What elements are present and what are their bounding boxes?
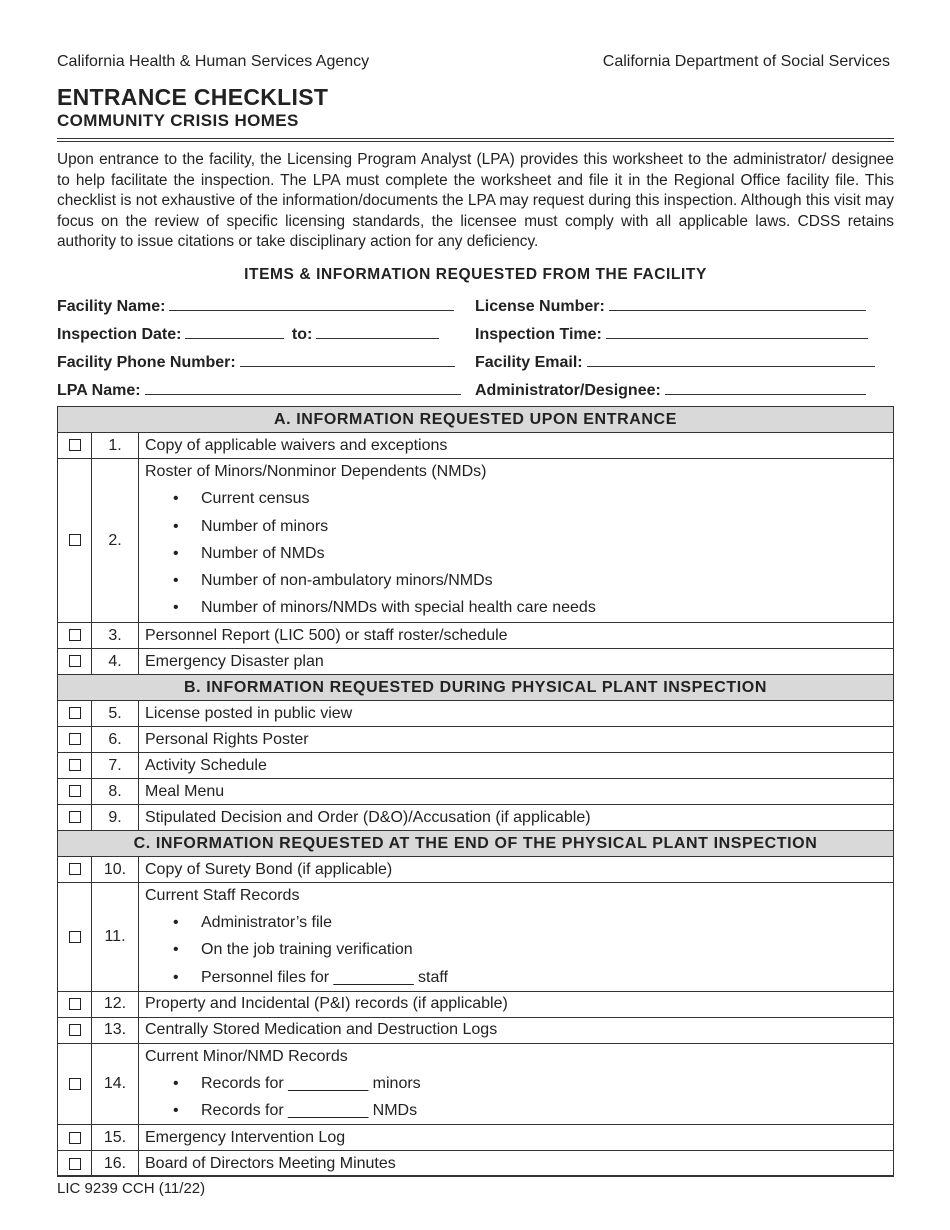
checkbox[interactable] (69, 998, 81, 1010)
lpa-name-blank[interactable] (145, 381, 461, 395)
to-label: to: (291, 326, 313, 343)
facility-phone-blank[interactable] (240, 353, 455, 367)
divider (57, 138, 894, 139)
bullet: • (173, 1102, 179, 1120)
administrator-blank[interactable] (665, 381, 866, 395)
item-number: 8. (92, 779, 139, 805)
checkbox[interactable] (69, 1158, 81, 1170)
lpa-name-label: LPA Name: (57, 382, 141, 399)
table-row (58, 1125, 894, 1151)
license-number-label: License Number: (475, 298, 605, 315)
administrator-field[interactable] (475, 381, 866, 400)
item-text: Property and Incidental (P&I) records (if applicable) (139, 991, 894, 1017)
table-row (58, 727, 894, 753)
item-text: Centrally Stored Medication and Destruction Logs (139, 1017, 894, 1043)
checkbox[interactable] (69, 785, 81, 797)
section-b-header (58, 675, 894, 701)
table-row (58, 1151, 894, 1177)
checkbox[interactable] (69, 655, 81, 667)
table-row (58, 701, 894, 727)
table-row (58, 623, 894, 649)
sub-item: Number of non-ambulatory minors/NMDs (201, 572, 493, 590)
item-number: 2. (92, 459, 139, 623)
inspection-time-field[interactable] (475, 325, 868, 344)
item-text: Board of Directors Meeting Minutes (139, 1151, 894, 1177)
license-number-field[interactable] (475, 297, 866, 316)
table-row (58, 991, 894, 1017)
checkbox[interactable] (69, 733, 81, 745)
checkbox[interactable] (69, 707, 81, 719)
item-number: 15. (92, 1125, 139, 1151)
item-number: 11. (92, 883, 139, 992)
checkbox[interactable] (69, 759, 81, 771)
item-text: Current Minor/NMD Records (145, 1047, 348, 1065)
item-text: Activity Schedule (139, 753, 894, 779)
item-number: 1. (92, 433, 139, 459)
page-title: ENTRANCE CHECKLIST (57, 84, 329, 110)
administrator-label: Administrator/Designee: (475, 382, 661, 399)
item-number: 14. (92, 1043, 139, 1125)
item-text: Copy of Surety Bond (if applicable) (139, 857, 894, 883)
table-row (58, 753, 894, 779)
sub-item: Number of NMDs (201, 544, 325, 562)
inspection-date-label: Inspection Date: (57, 326, 182, 343)
sub-item: Records for _________ NMDs (201, 1102, 418, 1120)
item-number: 9. (92, 805, 139, 831)
table-row (58, 459, 894, 623)
facility-name-label: Facility Name: (57, 298, 166, 315)
item-number: 3. (92, 623, 139, 649)
bullet: • (173, 544, 179, 562)
agency-name: California Health & Human Services Agency (57, 53, 370, 70)
checkbox[interactable] (69, 931, 81, 943)
form-number: LIC 9239 CCH (11/22) (57, 1180, 206, 1197)
table-row (58, 433, 894, 459)
section-c-header (58, 831, 894, 857)
item-number: 7. (92, 753, 139, 779)
checkbox[interactable] (69, 863, 81, 875)
inspection-date-field[interactable] (57, 325, 439, 344)
facility-email-field[interactable] (475, 353, 875, 372)
facility-phone-field[interactable] (57, 353, 455, 372)
item-text: Personnel Report (LIC 500) or staff roster/schedule (139, 623, 894, 649)
item-text: Emergency Intervention Log (139, 1125, 894, 1151)
license-number-blank[interactable] (609, 297, 866, 311)
item-number: 16. (92, 1151, 139, 1177)
divider (57, 141, 894, 142)
inspection-time-blank[interactable] (606, 325, 868, 339)
sub-item: Records for _________ minors (201, 1074, 421, 1092)
sub-item: Current census (201, 490, 310, 508)
inspection-date-to-blank[interactable] (316, 325, 439, 339)
table-row (58, 805, 894, 831)
bullet: • (173, 914, 179, 931)
table-row (58, 1043, 894, 1125)
item-text: Current Staff Records (145, 887, 300, 904)
inspection-date-from-blank[interactable] (185, 325, 284, 339)
item-number: 5. (92, 701, 139, 727)
sub-item: Personnel files for _________ staff (201, 968, 448, 986)
items-heading: ITEMS & INFORMATION REQUESTED FROM THE FACILITY (244, 266, 707, 283)
section-a-title: A. INFORMATION REQUESTED UPON ENTRANCE (58, 407, 894, 433)
checkbox[interactable] (69, 534, 81, 546)
section-b-title: B. INFORMATION REQUESTED DURING PHYSICAL PLANT INSPECTION (58, 675, 894, 701)
facility-phone-label: Facility Phone Number: (57, 354, 236, 371)
table-row (58, 1017, 894, 1043)
item-text: Emergency Disaster plan (139, 649, 894, 675)
item-text: Roster of Minors/Nonminor Dependents (NMDs) (145, 463, 487, 481)
table-row (58, 779, 894, 805)
item-text: Stipulated Decision and Order (D&O)/Accusation (if applicable) (139, 805, 894, 831)
item-number: 13. (92, 1017, 139, 1043)
checkbox[interactable] (69, 439, 81, 451)
table-row (58, 883, 894, 992)
checkbox[interactable] (69, 629, 81, 641)
bullet: • (173, 968, 179, 986)
checkbox[interactable] (69, 1024, 81, 1036)
inspection-time-label: Inspection Time: (475, 326, 602, 343)
item-text: Meal Menu (139, 779, 894, 805)
facility-email-label: Facility Email: (475, 354, 583, 371)
item-text: License posted in public view (139, 701, 894, 727)
sub-item: On the job training verification (201, 941, 413, 959)
intro-paragraph: Upon entrance to the facility, the Licensing Program Analyst (LPA) provides this worksheet to the administrator/ designee to help facilitate the inspection. The LPA must complete the worksheet and file it in the Regional Office facility file. This checklist is not exhaustive of the information/documents the LPA may request during this inspection. Although this visit may focus on the review of specific licensing standards, the licensee must comply with all applicable laws. CDSS retains authority to issue citations or take disciplinary action for any deficiency. (57, 151, 894, 250)
table-row (58, 649, 894, 675)
bullet: • (173, 941, 179, 959)
sub-item: Number of minors (201, 517, 329, 535)
bullet: • (173, 490, 179, 508)
checkbox[interactable] (69, 1132, 81, 1144)
section-a-header (58, 407, 894, 433)
bullet: • (173, 572, 179, 590)
item-number: 6. (92, 727, 139, 753)
facility-email-blank[interactable] (587, 353, 875, 367)
sub-item: Number of minors/NMDs with special health care needs (201, 599, 596, 617)
bullet: • (173, 599, 179, 617)
item-number: 12. (92, 991, 139, 1017)
table-row (58, 857, 894, 883)
page-subtitle: COMMUNITY CRISIS HOMES (57, 111, 299, 130)
checkbox[interactable] (69, 811, 81, 823)
item-number: 10. (92, 857, 139, 883)
item-number: 4. (92, 649, 139, 675)
lpa-name-field[interactable] (57, 381, 461, 400)
facility-name-blank[interactable] (169, 297, 454, 311)
facility-name-field[interactable] (57, 297, 454, 316)
section-c-title: C. INFORMATION REQUESTED AT THE END OF THE PHYSICAL PLANT INSPECTION (58, 831, 894, 857)
sub-item: Administrator’s file (201, 914, 333, 931)
bullet: • (173, 1074, 179, 1092)
checkbox[interactable] (69, 1078, 81, 1090)
bullet: • (173, 517, 179, 535)
checklist-table (57, 406, 894, 1177)
item-text: Personal Rights Poster (139, 727, 894, 753)
item-text: Copy of applicable waivers and exceptions (139, 433, 894, 459)
divider (57, 1175, 894, 1176)
department-name: California Department of Social Services (602, 53, 890, 70)
